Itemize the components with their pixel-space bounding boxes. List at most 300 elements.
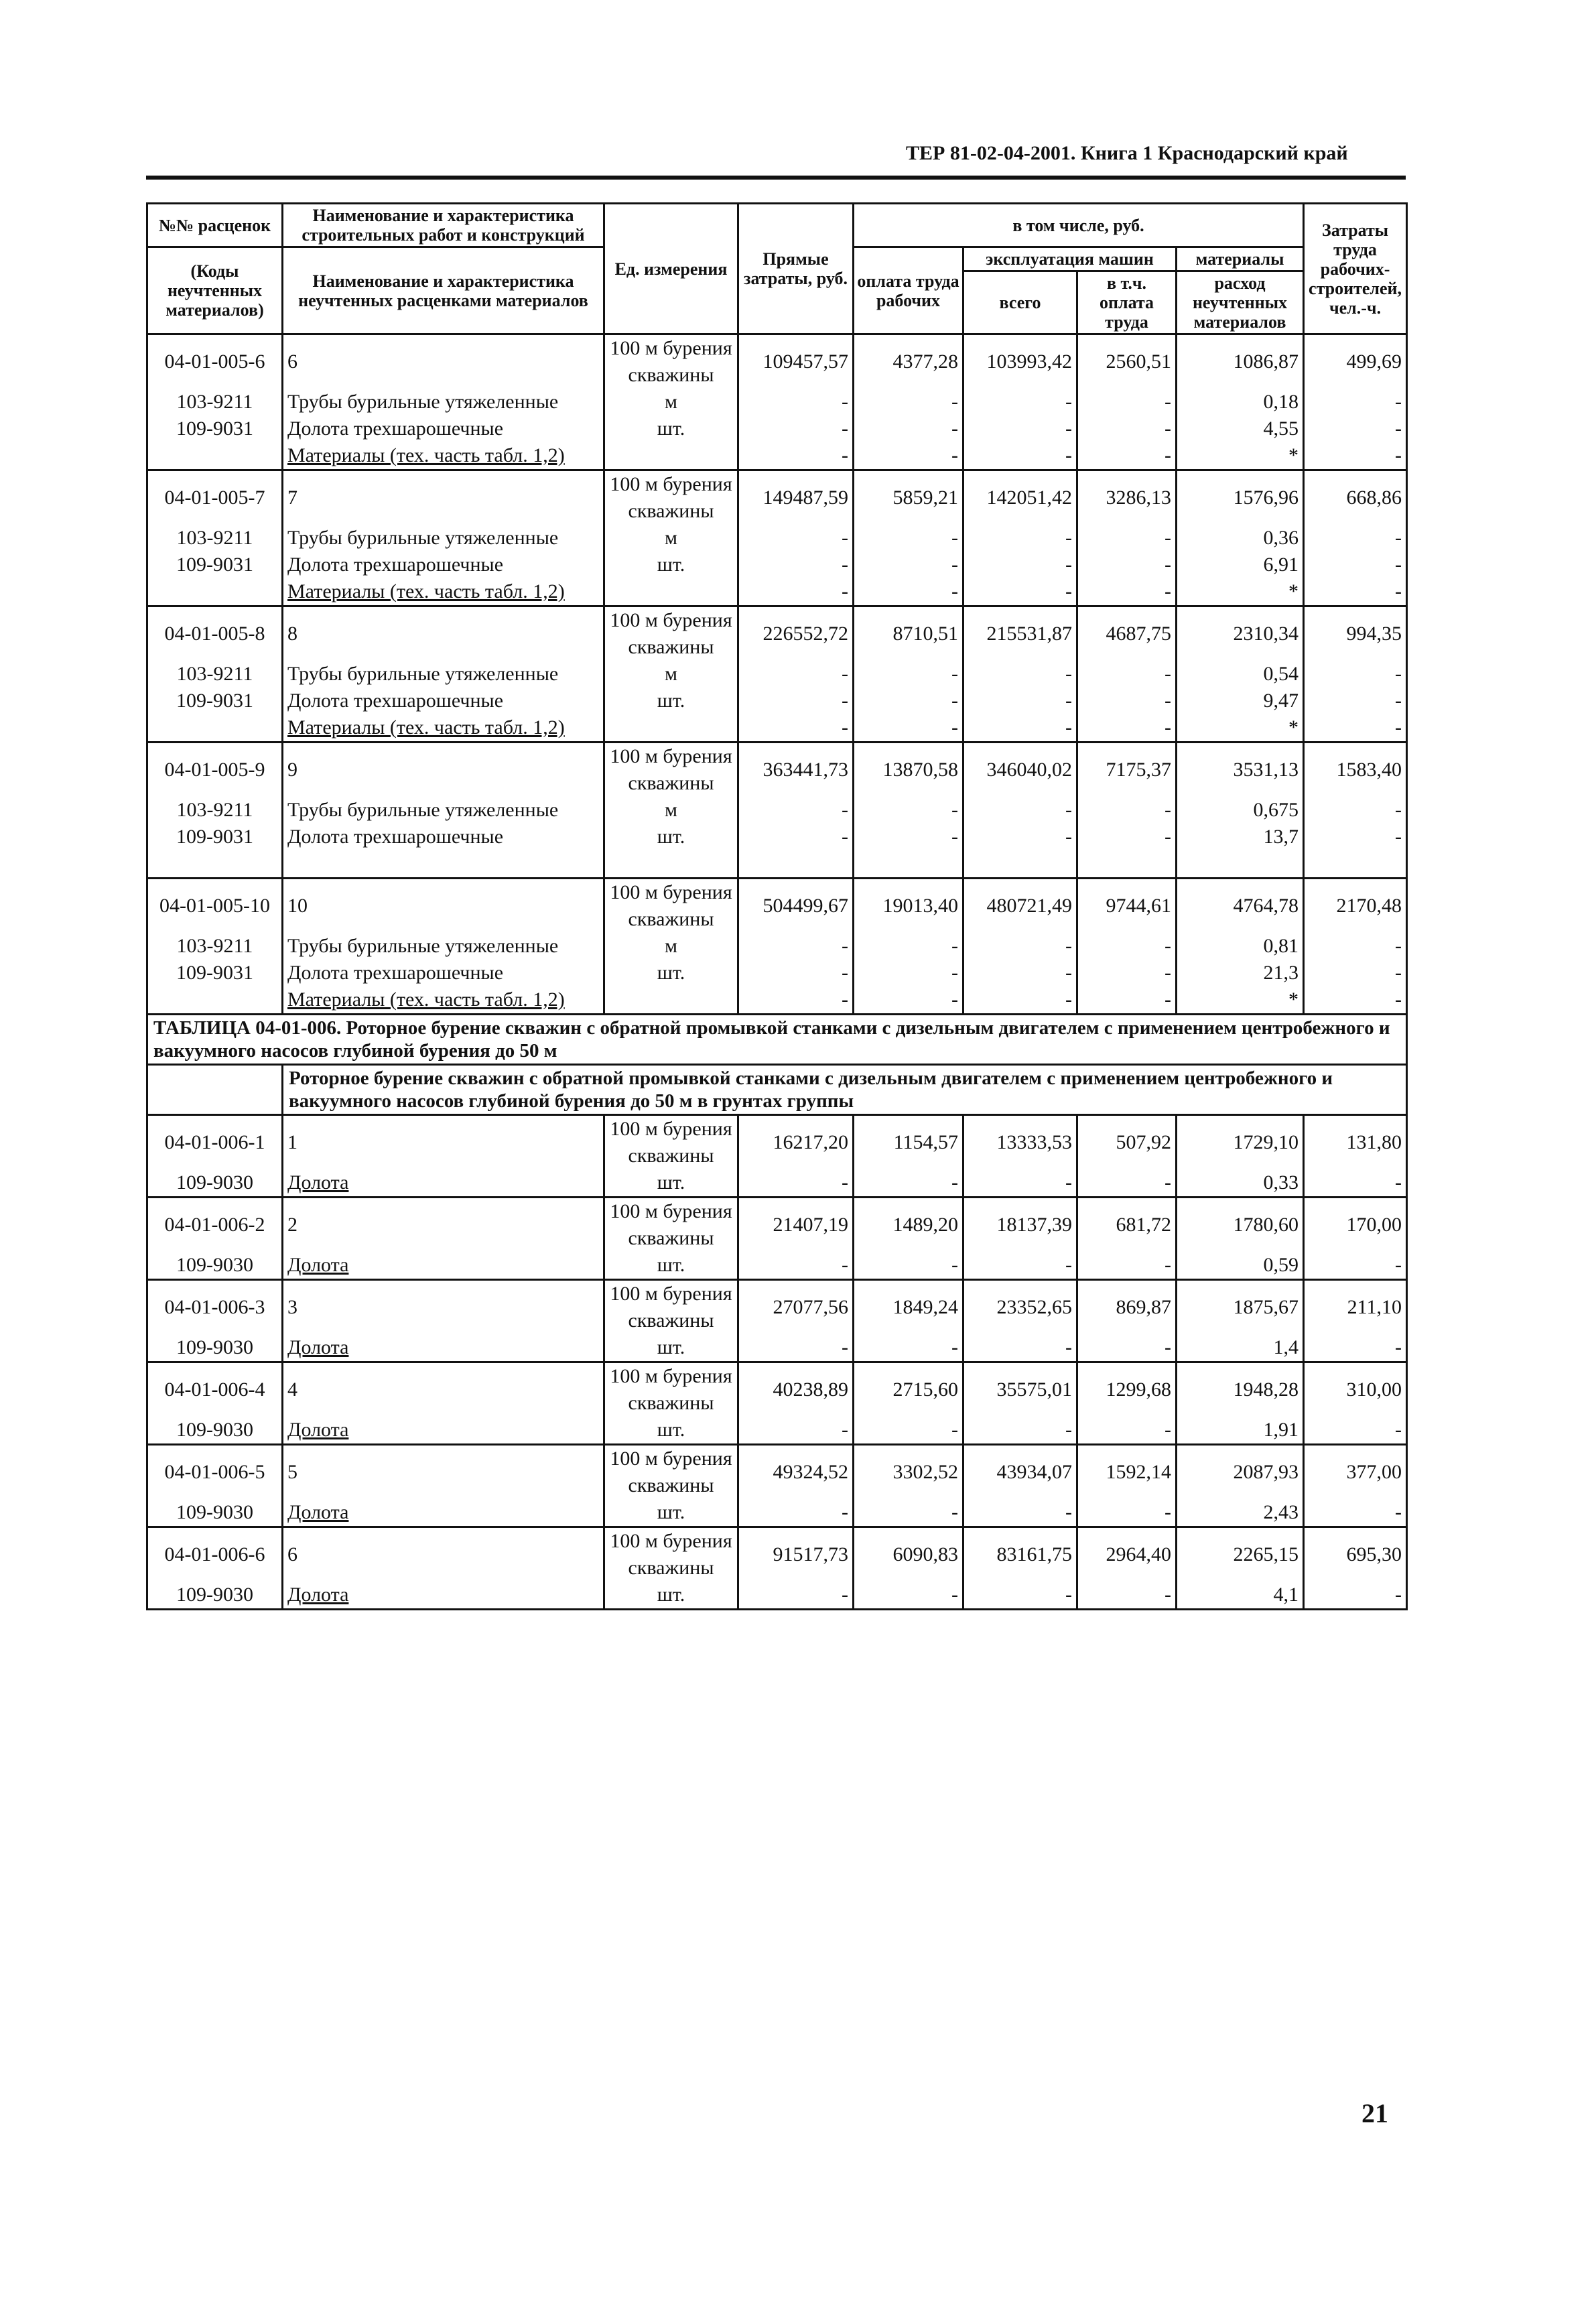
material-machine-labor: - <box>1077 389 1177 415</box>
rate-name: 8 <box>283 606 604 661</box>
material-row <box>147 1252 1407 1280</box>
labor-hours: 310,00 <box>1304 1362 1407 1417</box>
material-labor: - <box>854 824 963 850</box>
rate-name: 10 <box>283 879 604 934</box>
machine-labor: 2560,51 <box>1077 334 1177 389</box>
material-labor: - <box>854 1334 963 1362</box>
material-labor: - <box>854 1417 963 1445</box>
material-direct: - <box>738 824 854 850</box>
material-amount: 9,47 <box>1177 688 1304 714</box>
labor-hours: 211,10 <box>1304 1280 1407 1335</box>
material-unit <box>604 714 738 743</box>
materials-cost: 4764,78 <box>1177 879 1304 934</box>
rate-row <box>147 1115 1407 1170</box>
material-amount: 4,1 <box>1177 1582 1304 1610</box>
material-row <box>147 960 1407 986</box>
labor-cost: 6090,83 <box>854 1527 963 1582</box>
material-unit: шт. <box>604 1582 738 1610</box>
rate-unit: 100 м бурения скважины <box>604 606 738 661</box>
direct-cost: 40238,89 <box>738 1362 854 1417</box>
material-unit: шт. <box>604 824 738 850</box>
col-materials-sub: расход неучтенных материалов <box>1177 271 1304 334</box>
material-amount: 0,59 <box>1177 1252 1304 1280</box>
material-hours: - <box>1304 688 1407 714</box>
material-labor: - <box>854 389 963 415</box>
material-machine-total: - <box>963 661 1077 688</box>
material-machine-total: - <box>963 525 1077 552</box>
material-code: 109-9030 <box>147 1252 283 1280</box>
material-amount: * <box>1177 442 1304 470</box>
col-name-bottom: Наименование и характеристика неучтенных расценками материалов <box>283 247 604 334</box>
machine-total: 35575,01 <box>963 1362 1077 1417</box>
material-hours: - <box>1304 714 1407 743</box>
material-name: Долота <box>283 1334 604 1362</box>
materials-cost: 1086,87 <box>1177 334 1304 389</box>
material-labor: - <box>854 661 963 688</box>
rate-unit: 100 м бурения скважины <box>604 743 738 797</box>
rate-unit: 100 м бурения скважины <box>604 1280 738 1335</box>
col-unit: Ед. измерения <box>604 204 738 334</box>
spacer-cell <box>854 850 963 879</box>
direct-cost: 363441,73 <box>738 743 854 797</box>
direct-cost: 226552,72 <box>738 606 854 661</box>
material-machine-total: - <box>963 824 1077 850</box>
col-incl: в том числе, руб. <box>854 204 1304 247</box>
material-unit: шт. <box>604 552 738 578</box>
header-rule <box>146 176 1406 180</box>
machine-total: 480721,49 <box>963 879 1077 934</box>
material-unit: м <box>604 933 738 960</box>
rate-row <box>147 334 1407 389</box>
material-labor: - <box>854 960 963 986</box>
material-machine-labor: - <box>1077 1499 1177 1527</box>
material-hours: - <box>1304 661 1407 688</box>
rate-unit: 100 м бурения скважины <box>604 470 738 525</box>
rate-code: 04-01-006-1 <box>147 1115 283 1170</box>
labor-cost: 13870,58 <box>854 743 963 797</box>
machine-total: 18137,39 <box>963 1198 1077 1252</box>
material-labor: - <box>854 1169 963 1198</box>
direct-cost: 149487,59 <box>738 470 854 525</box>
col-machine-total: всего <box>963 271 1077 334</box>
material-direct: - <box>738 960 854 986</box>
material-hours: - <box>1304 933 1407 960</box>
material-machine-labor: - <box>1077 960 1177 986</box>
machine-total: 43934,07 <box>963 1445 1077 1500</box>
material-code: 109-9030 <box>147 1334 283 1362</box>
rate-name: 4 <box>283 1362 604 1417</box>
material-labor: - <box>854 688 963 714</box>
machine-labor: 1592,14 <box>1077 1445 1177 1500</box>
material-machine-total: - <box>963 714 1077 743</box>
rate-unit: 100 м бурения скважины <box>604 1362 738 1417</box>
material-unit: шт. <box>604 415 738 442</box>
machine-total: 346040,02 <box>963 743 1077 797</box>
col-name-top: Наименование и характеристика строительных работ и конструкций <box>283 204 604 247</box>
material-row <box>147 442 1407 470</box>
material-labor: - <box>854 442 963 470</box>
material-machine-labor: - <box>1077 415 1177 442</box>
material-row <box>147 525 1407 552</box>
rate-unit: 100 м бурения скважины <box>604 334 738 389</box>
material-direct: - <box>738 797 854 824</box>
material-name: Трубы бурильные утяжеленные <box>283 661 604 688</box>
material-row <box>147 1334 1407 1362</box>
material-name: Долота трехшарошечные <box>283 688 604 714</box>
rate-code: 04-01-006-4 <box>147 1362 283 1417</box>
rate-unit: 100 м бурения скважины <box>604 879 738 934</box>
material-machine-total: - <box>963 1582 1077 1610</box>
material-direct: - <box>738 1334 854 1362</box>
material-amount: 0,33 <box>1177 1169 1304 1198</box>
col-code-bottom: (Коды неучтенных материалов) <box>147 247 283 334</box>
material-machine-labor: - <box>1077 442 1177 470</box>
direct-cost: 21407,19 <box>738 1198 854 1252</box>
material-machine-total: - <box>963 688 1077 714</box>
material-hours: - <box>1304 415 1407 442</box>
material-machine-total: - <box>963 442 1077 470</box>
spacer-cell <box>283 850 604 879</box>
rate-name: 7 <box>283 470 604 525</box>
material-unit <box>604 578 738 606</box>
rate-name: 6 <box>283 1527 604 1582</box>
machine-labor: 7175,37 <box>1077 743 1177 797</box>
material-code: 103-9211 <box>147 661 283 688</box>
direct-cost: 16217,20 <box>738 1115 854 1170</box>
labor-hours: 377,00 <box>1304 1445 1407 1500</box>
labor-cost: 2715,60 <box>854 1362 963 1417</box>
labor-cost: 1489,20 <box>854 1198 963 1252</box>
material-name: Долота трехшарошечные <box>283 824 604 850</box>
material-machine-labor: - <box>1077 688 1177 714</box>
rate-unit: 100 м бурения скважины <box>604 1115 738 1170</box>
material-labor: - <box>854 714 963 743</box>
material-amount: 2,43 <box>1177 1499 1304 1527</box>
material-name: Материалы (тех. часть табл. 1,2) <box>283 442 604 470</box>
rate-row <box>147 470 1407 525</box>
material-unit: шт. <box>604 1417 738 1445</box>
material-machine-labor: - <box>1077 578 1177 606</box>
material-hours: - <box>1304 525 1407 552</box>
material-labor: - <box>854 986 963 1015</box>
labor-hours: 1583,40 <box>1304 743 1407 797</box>
material-hours: - <box>1304 389 1407 415</box>
rate-name: 6 <box>283 334 604 389</box>
direct-cost: 27077,56 <box>738 1280 854 1335</box>
material-machine-labor: - <box>1077 714 1177 743</box>
materials-cost: 2087,93 <box>1177 1445 1304 1500</box>
direct-cost: 91517,73 <box>738 1527 854 1582</box>
material-code: 109-9031 <box>147 552 283 578</box>
material-code: 109-9031 <box>147 824 283 850</box>
materials-cost: 1729,10 <box>1177 1115 1304 1170</box>
labor-cost: 8710,51 <box>854 606 963 661</box>
col-direct: Прямые затраты, руб. <box>738 204 854 334</box>
material-machine-labor: - <box>1077 933 1177 960</box>
materials-cost: 3531,13 <box>1177 743 1304 797</box>
direct-cost: 504499,67 <box>738 879 854 934</box>
rate-row <box>147 1445 1407 1500</box>
machine-labor: 1299,68 <box>1077 1362 1177 1417</box>
material-amount: 1,4 <box>1177 1334 1304 1362</box>
spacer-cell <box>963 850 1077 879</box>
material-direct: - <box>738 714 854 743</box>
material-direct: - <box>738 986 854 1015</box>
material-code <box>147 986 283 1015</box>
material-unit: м <box>604 525 738 552</box>
material-code: 103-9211 <box>147 797 283 824</box>
labor-hours: 499,69 <box>1304 334 1407 389</box>
material-labor: - <box>854 415 963 442</box>
rate-row <box>147 743 1407 797</box>
materials-cost: 1948,28 <box>1177 1362 1304 1417</box>
material-name: Материалы (тех. часть табл. 1,2) <box>283 714 604 743</box>
material-machine-total: - <box>963 797 1077 824</box>
material-unit: шт. <box>604 1334 738 1362</box>
material-row <box>147 714 1407 743</box>
col-machine: эксплуатация машин <box>963 247 1177 271</box>
material-name: Долота <box>283 1252 604 1280</box>
material-name: Трубы бурильные утяжеленные <box>283 797 604 824</box>
material-row <box>147 824 1407 850</box>
material-unit: м <box>604 661 738 688</box>
machine-labor: 4687,75 <box>1077 606 1177 661</box>
material-amount: 4,55 <box>1177 415 1304 442</box>
material-hours: - <box>1304 797 1407 824</box>
labor-hours: 131,80 <box>1304 1115 1407 1170</box>
material-unit: шт. <box>604 1169 738 1198</box>
material-amount: 21,3 <box>1177 960 1304 986</box>
table-2-subtitle: Роторное бурение скважин с обратной промывкой станками с дизельным двигателем с применением центробежного и вакуумного насосов глубиной бурения до 50 м в грунтах группы <box>283 1065 1407 1115</box>
machine-total: 215531,87 <box>963 606 1077 661</box>
spacer-cell <box>1177 850 1304 879</box>
labor-cost: 5859,21 <box>854 470 963 525</box>
materials-cost: 1780,60 <box>1177 1198 1304 1252</box>
table-2-header <box>147 1015 1407 1115</box>
material-amount: 0,54 <box>1177 661 1304 688</box>
material-machine-labor: - <box>1077 525 1177 552</box>
material-hours: - <box>1304 1499 1407 1527</box>
material-machine-labor: - <box>1077 797 1177 824</box>
material-code: 103-9211 <box>147 525 283 552</box>
material-machine-total: - <box>963 1252 1077 1280</box>
material-machine-labor: - <box>1077 1334 1177 1362</box>
material-hours: - <box>1304 578 1407 606</box>
table-2-title: ТАБЛИЦА 04-01-006. Роторное бурение скважин с обратной промывкой станками с дизельным двигателем с применением центробежного и вакуумного насосов глубиной бурения до 50 м <box>147 1015 1407 1065</box>
rates-table <box>146 202 1408 1610</box>
labor-hours: 2170,48 <box>1304 879 1407 934</box>
material-unit: шт. <box>604 688 738 714</box>
material-amount: 6,91 <box>1177 552 1304 578</box>
material-hours: - <box>1304 986 1407 1015</box>
material-amount: * <box>1177 578 1304 606</box>
materials-cost: 1576,96 <box>1177 470 1304 525</box>
rate-code: 04-01-005-6 <box>147 334 283 389</box>
material-hours: - <box>1304 442 1407 470</box>
material-code <box>147 442 283 470</box>
spacer-cell <box>604 850 738 879</box>
material-name: Материалы (тех. часть табл. 1,2) <box>283 578 604 606</box>
material-hours: - <box>1304 824 1407 850</box>
rate-name: 2 <box>283 1198 604 1252</box>
material-machine-total: - <box>963 986 1077 1015</box>
material-code: 109-9030 <box>147 1499 283 1527</box>
material-unit <box>604 442 738 470</box>
rate-name: 5 <box>283 1445 604 1500</box>
machine-total: 23352,65 <box>963 1280 1077 1335</box>
page-number: 21 <box>1361 2098 1388 2128</box>
material-labor: - <box>854 797 963 824</box>
rate-row <box>147 879 1407 934</box>
material-row <box>147 986 1407 1015</box>
rate-code: 04-01-006-2 <box>147 1198 283 1252</box>
col-machine-labor: в т.ч. оплата труда <box>1077 271 1177 334</box>
page-header: ТЕР 81-02-04-2001. Книга 1 Краснодарский край <box>906 142 1348 164</box>
rate-row <box>147 1527 1407 1582</box>
col-workers: Затраты труда рабочих-строителей, чел.-ч. <box>1304 204 1407 334</box>
table-2-sub-blank <box>147 1065 283 1115</box>
material-code: 109-9031 <box>147 415 283 442</box>
material-machine-labor: - <box>1077 824 1177 850</box>
labor-cost: 1154,57 <box>854 1115 963 1170</box>
labor-hours: 994,35 <box>1304 606 1407 661</box>
material-hours: - <box>1304 552 1407 578</box>
rate-row <box>147 1198 1407 1252</box>
material-code <box>147 714 283 743</box>
material-machine-labor: - <box>1077 1417 1177 1445</box>
rate-unit: 100 м бурения скважины <box>604 1198 738 1252</box>
section-2 <box>147 1115 1407 1610</box>
material-code: 109-9030 <box>147 1582 283 1610</box>
material-direct: - <box>738 1252 854 1280</box>
material-direct: - <box>738 442 854 470</box>
material-row <box>147 578 1407 606</box>
material-direct: - <box>738 1582 854 1610</box>
material-row <box>147 1417 1407 1445</box>
material-hours: - <box>1304 960 1407 986</box>
materials-cost: 1875,67 <box>1177 1280 1304 1335</box>
material-row <box>147 1499 1407 1527</box>
spacer-cell <box>1304 850 1407 879</box>
material-machine-total: - <box>963 1417 1077 1445</box>
rate-code: 04-01-005-10 <box>147 879 283 934</box>
labor-hours: 668,86 <box>1304 470 1407 525</box>
materials-cost: 2310,34 <box>1177 606 1304 661</box>
machine-total: 103993,42 <box>963 334 1077 389</box>
rate-code: 04-01-006-3 <box>147 1280 283 1335</box>
material-direct: - <box>738 389 854 415</box>
material-name: Трубы бурильные утяжеленные <box>283 933 604 960</box>
rate-row <box>147 606 1407 661</box>
material-row <box>147 661 1407 688</box>
material-unit: шт. <box>604 1252 738 1280</box>
material-machine-labor: - <box>1077 661 1177 688</box>
material-direct: - <box>738 578 854 606</box>
material-labor: - <box>854 552 963 578</box>
rate-row <box>147 1280 1407 1335</box>
labor-cost: 1849,24 <box>854 1280 963 1335</box>
material-machine-labor: - <box>1077 1582 1177 1610</box>
material-name: Трубы бурильные утяжеленные <box>283 525 604 552</box>
material-unit: шт. <box>604 960 738 986</box>
material-amount: 0,18 <box>1177 389 1304 415</box>
material-machine-total: - <box>963 552 1077 578</box>
material-amount: 13,7 <box>1177 824 1304 850</box>
material-direct: - <box>738 1417 854 1445</box>
material-machine-total: - <box>963 933 1077 960</box>
material-name: Долота трехшарошечные <box>283 415 604 442</box>
material-code: 109-9030 <box>147 1169 283 1198</box>
direct-cost: 109457,57 <box>738 334 854 389</box>
material-row <box>147 389 1407 415</box>
material-labor: - <box>854 1499 963 1527</box>
labor-cost: 3302,52 <box>854 1445 963 1500</box>
machine-total: 142051,42 <box>963 470 1077 525</box>
material-direct: - <box>738 525 854 552</box>
machine-labor: 507,92 <box>1077 1115 1177 1170</box>
material-machine-labor: - <box>1077 1169 1177 1198</box>
spacer-cell <box>1077 850 1177 879</box>
material-direct: - <box>738 688 854 714</box>
spacer-cell <box>147 850 283 879</box>
material-direct: - <box>738 415 854 442</box>
materials-cost: 2265,15 <box>1177 1527 1304 1582</box>
material-code <box>147 578 283 606</box>
material-labor: - <box>854 1252 963 1280</box>
machine-labor: 869,87 <box>1077 1280 1177 1335</box>
labor-hours: 695,30 <box>1304 1527 1407 1582</box>
rate-code: 04-01-005-8 <box>147 606 283 661</box>
rate-row <box>147 1362 1407 1417</box>
material-code: 109-9031 <box>147 688 283 714</box>
material-row <box>147 1169 1407 1198</box>
material-name: Долота <box>283 1169 604 1198</box>
material-amount: 0,675 <box>1177 797 1304 824</box>
material-row <box>147 688 1407 714</box>
material-name: Материалы (тех. часть табл. 1,2) <box>283 986 604 1015</box>
labor-cost: 19013,40 <box>854 879 963 934</box>
material-machine-total: - <box>963 578 1077 606</box>
material-machine-total: - <box>963 1499 1077 1527</box>
material-row <box>147 933 1407 960</box>
material-amount: * <box>1177 986 1304 1015</box>
material-row <box>147 797 1407 824</box>
labor-cost: 4377,28 <box>854 334 963 389</box>
rate-code: 04-01-005-9 <box>147 743 283 797</box>
material-name: Долота <box>283 1417 604 1445</box>
material-row <box>147 552 1407 578</box>
machine-labor: 2964,40 <box>1077 1527 1177 1582</box>
col-labor: оплата труда рабочих <box>854 247 963 334</box>
machine-labor: 681,72 <box>1077 1198 1177 1252</box>
material-labor: - <box>854 525 963 552</box>
material-machine-labor: - <box>1077 986 1177 1015</box>
material-machine-total: - <box>963 415 1077 442</box>
material-code: 103-9211 <box>147 389 283 415</box>
material-direct: - <box>738 1169 854 1198</box>
material-hours: - <box>1304 1169 1407 1198</box>
rate-code: 04-01-006-6 <box>147 1527 283 1582</box>
rate-name: 9 <box>283 743 604 797</box>
material-amount: 0,81 <box>1177 933 1304 960</box>
material-code: 103-9211 <box>147 933 283 960</box>
material-unit: м <box>604 797 738 824</box>
material-name: Долота <box>283 1582 604 1610</box>
material-labor: - <box>854 1582 963 1610</box>
material-name: Долота <box>283 1499 604 1527</box>
material-row <box>147 1582 1407 1610</box>
material-labor: - <box>854 578 963 606</box>
